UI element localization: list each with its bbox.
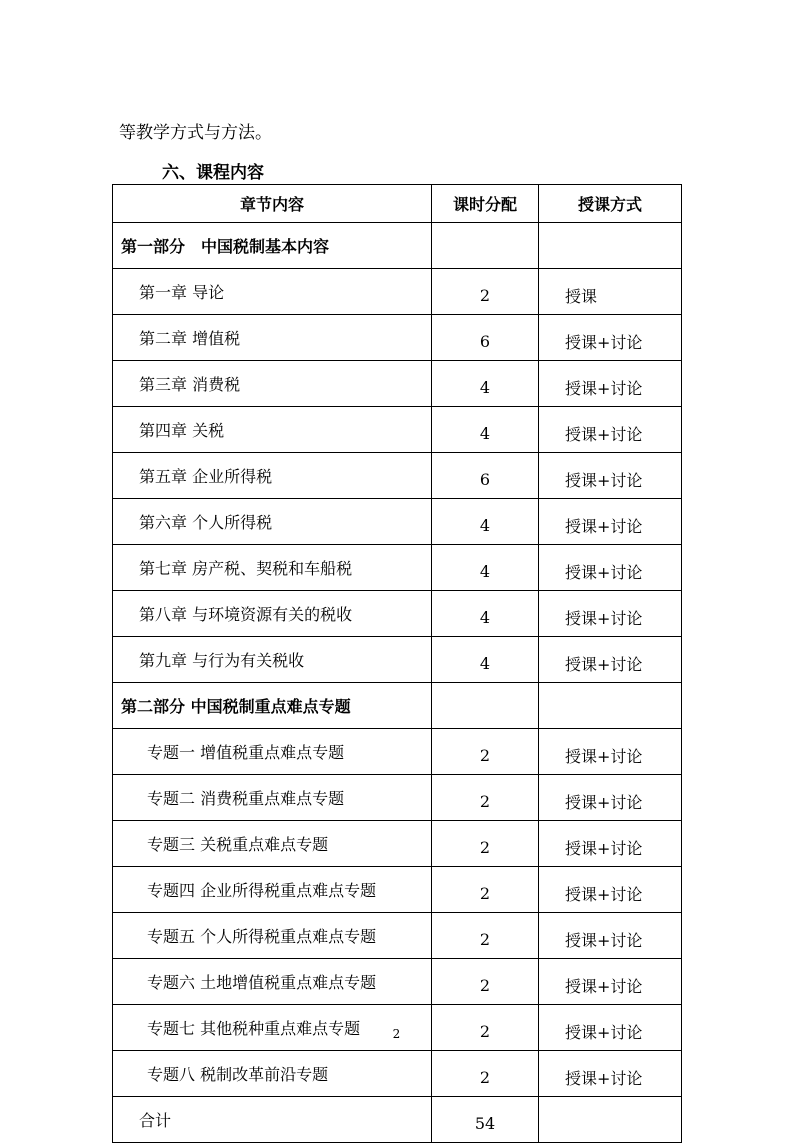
hours-cell: 2 (432, 1005, 539, 1051)
method-cell: 授课+讨论 (539, 821, 682, 867)
method-cell: 授课+讨论 (539, 867, 682, 913)
table-row (113, 499, 682, 545)
table-row (113, 1051, 682, 1097)
method-cell: 授课+讨论 (539, 315, 682, 361)
table-row (113, 683, 682, 729)
hours-cell: 2 (432, 867, 539, 913)
table-header-row (113, 185, 682, 223)
table-row (113, 821, 682, 867)
table-row (113, 959, 682, 1005)
hours-cell: 6 (432, 453, 539, 499)
table-row (113, 453, 682, 499)
topic-title: 专题八 税制改革前沿专题 (113, 1051, 432, 1097)
table-row (113, 1097, 682, 1143)
chapter-title: 第四章 关税 (113, 407, 432, 453)
hours-cell: 54 (432, 1097, 539, 1143)
method-cell: 授课+讨论 (539, 1005, 682, 1051)
table-row (113, 361, 682, 407)
chapter-title: 第七章 房产税、契税和车船税 (113, 545, 432, 591)
chapter-title: 第六章 个人所得税 (113, 499, 432, 545)
chapter-title: 第五章 企业所得税 (113, 453, 432, 499)
hours-cell: 2 (432, 1051, 539, 1097)
method-cell: 授课+讨论 (539, 407, 682, 453)
topic-title: 专题七 其他税种重点难点专题 (113, 1005, 432, 1051)
topic-title: 专题二 消费税重点难点专题 (113, 775, 432, 821)
method-cell (539, 223, 682, 269)
header-content: 章节内容 (113, 185, 432, 223)
hours-cell (432, 223, 539, 269)
topic-title: 专题一 增值税重点难点专题 (113, 729, 432, 775)
table-row (113, 729, 682, 775)
method-cell (539, 1097, 682, 1143)
method-cell (539, 683, 682, 729)
part-title: 第一部分 中国税制基本内容 (113, 223, 432, 269)
hours-cell: 2 (432, 775, 539, 821)
course-content-table (112, 184, 682, 1143)
hours-cell: 2 (432, 821, 539, 867)
hours-cell: 4 (432, 545, 539, 591)
method-cell: 授课+讨论 (539, 913, 682, 959)
method-cell: 授课+讨论 (539, 1051, 682, 1097)
header-hours: 课时分配 (432, 185, 539, 223)
chapter-title: 第一章 导论 (113, 269, 432, 315)
total-title: 合计 (113, 1097, 432, 1143)
method-cell: 授课+讨论 (539, 729, 682, 775)
table-row (113, 545, 682, 591)
chapter-title: 第二章 增值税 (113, 315, 432, 361)
section-title: 六、课程内容 (162, 163, 264, 183)
hours-cell: 2 (432, 959, 539, 1005)
chapter-title: 第八章 与环境资源有关的税收 (113, 591, 432, 637)
topic-title: 专题三 关税重点难点专题 (113, 821, 432, 867)
table-row (113, 223, 682, 269)
intro-text: 等教学方式与方法。 (119, 123, 272, 143)
header-method: 授课方式 (539, 185, 682, 223)
topic-title: 专题六 土地增值税重点难点专题 (113, 959, 432, 1005)
hours-cell: 4 (432, 361, 539, 407)
topic-title: 专题五 个人所得税重点难点专题 (113, 913, 432, 959)
chapter-title: 第九章 与行为有关税收 (113, 637, 432, 683)
method-cell: 授课+讨论 (539, 499, 682, 545)
chapter-title: 第三章 消费税 (113, 361, 432, 407)
table-row (113, 591, 682, 637)
hours-cell: 2 (432, 913, 539, 959)
method-cell: 授课+讨论 (539, 361, 682, 407)
hours-cell: 4 (432, 499, 539, 545)
method-cell: 授课+讨论 (539, 637, 682, 683)
hours-cell: 4 (432, 591, 539, 637)
part-title: 第二部分 中国税制重点难点专题 (113, 683, 432, 729)
page-number: 2 (392, 1027, 401, 1041)
method-cell: 授课+讨论 (539, 775, 682, 821)
hours-cell: 4 (432, 407, 539, 453)
table-row (113, 637, 682, 683)
hours-cell (432, 683, 539, 729)
hours-cell: 6 (432, 315, 539, 361)
table-row (113, 269, 682, 315)
table-row (113, 315, 682, 361)
method-cell: 授课+讨论 (539, 959, 682, 1005)
table-row (113, 913, 682, 959)
hours-cell: 4 (432, 637, 539, 683)
hours-cell: 2 (432, 729, 539, 775)
method-cell: 授课 (539, 269, 682, 315)
topic-title: 专题四 企业所得税重点难点专题 (113, 867, 432, 913)
method-cell: 授课+讨论 (539, 591, 682, 637)
table-row (113, 407, 682, 453)
table-row (113, 867, 682, 913)
hours-cell: 2 (432, 269, 539, 315)
method-cell: 授课+讨论 (539, 453, 682, 499)
method-cell: 授课+讨论 (539, 545, 682, 591)
table-row (113, 775, 682, 821)
